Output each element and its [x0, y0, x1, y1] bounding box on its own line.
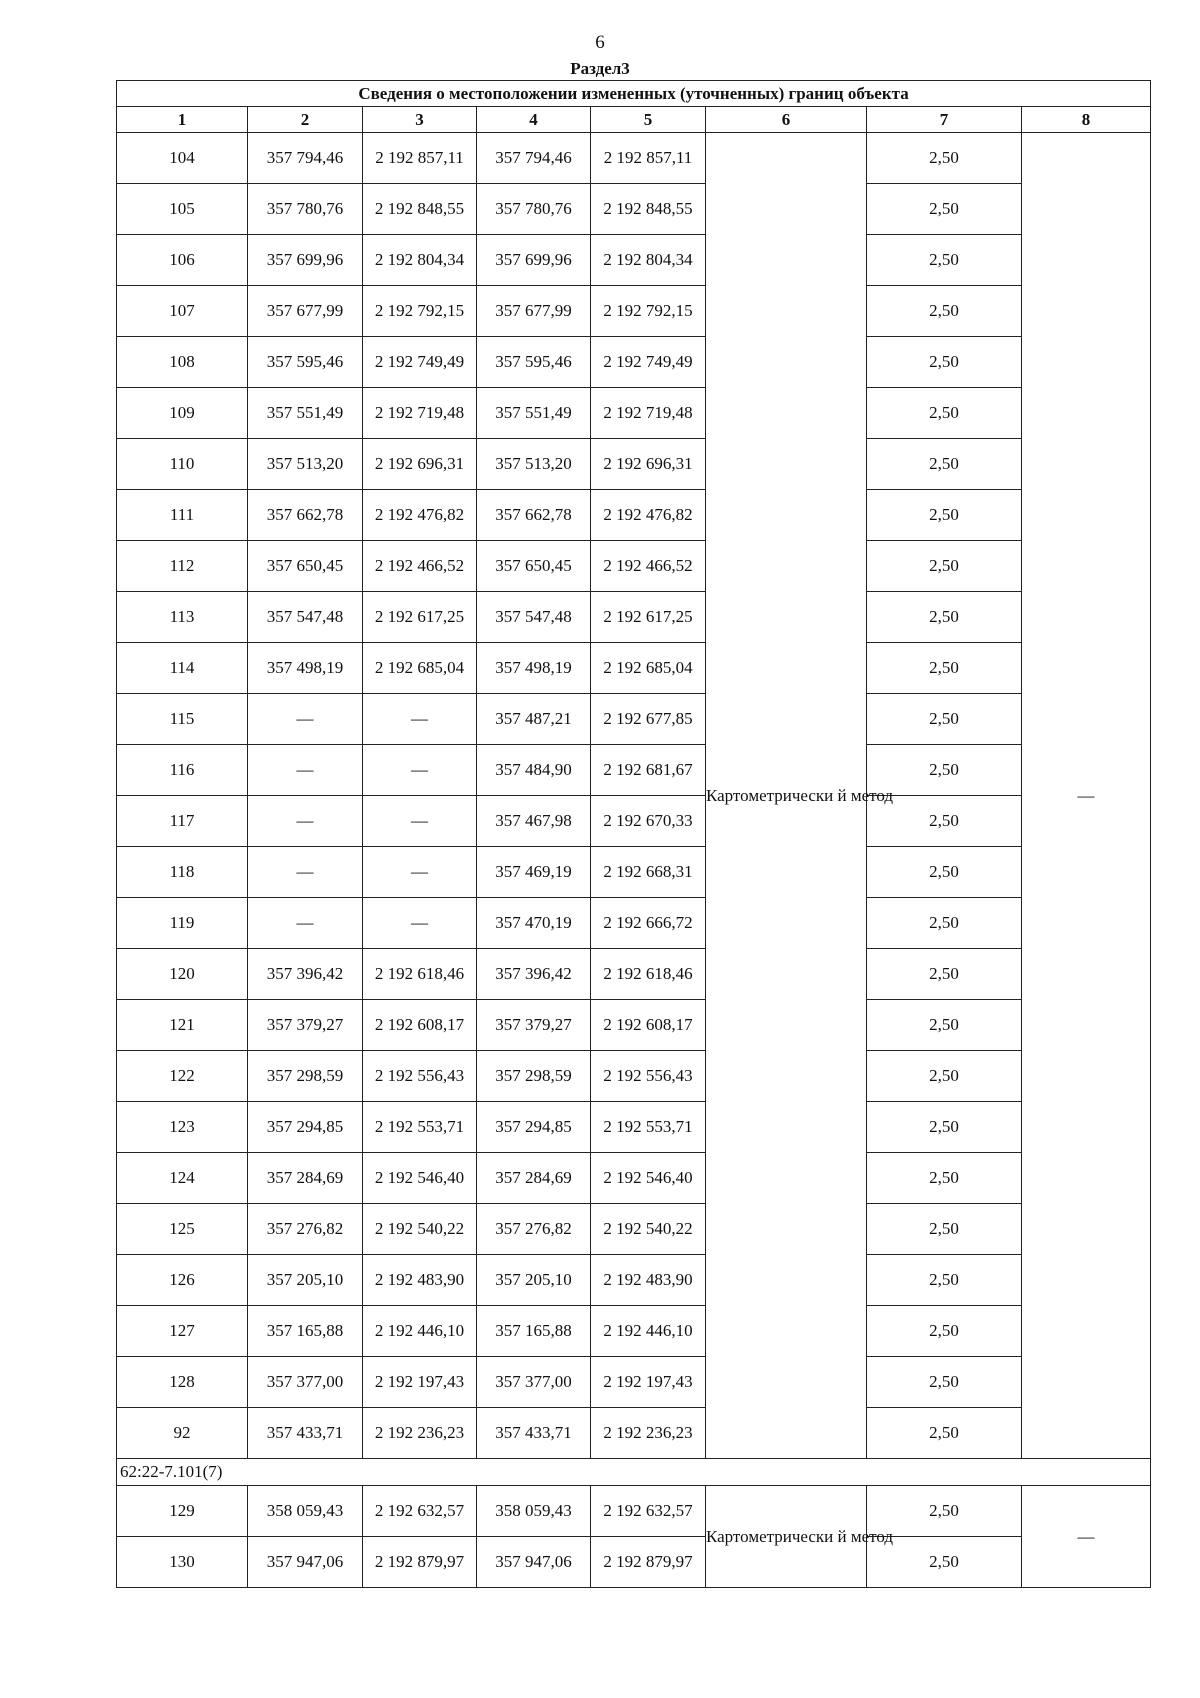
- table-row: [117, 1102, 1151, 1153]
- table-row: [117, 949, 1151, 1000]
- coordinate-cell: —: [248, 745, 363, 796]
- coordinate-cell: 2 192 540,22: [591, 1204, 706, 1255]
- table-row: [117, 745, 1151, 796]
- coordinate-cell: 357 433,71: [248, 1408, 363, 1459]
- coordinate-cell: 2 192 804,34: [591, 235, 706, 286]
- coordinate-cell: 357 205,10: [477, 1255, 591, 1306]
- accuracy-cell: 2,50: [867, 337, 1022, 388]
- group-label: 62:22-7.101(7): [117, 1459, 1151, 1486]
- coordinate-cell: 2 192 483,90: [363, 1255, 477, 1306]
- coordinate-cell: 357 794,46: [477, 133, 591, 184]
- coordinate-cell: 2 192 236,23: [363, 1408, 477, 1459]
- coordinate-cell: 2 192 857,11: [363, 133, 477, 184]
- coordinate-cell: 357 498,19: [248, 643, 363, 694]
- table-caption: Сведения о местоположении измененных (уточненных) границ объекта: [117, 81, 1151, 107]
- coordinate-cell: 2 192 668,31: [591, 847, 706, 898]
- coordinate-cell: 357 467,98: [477, 796, 591, 847]
- point-number-cell: 92: [117, 1408, 248, 1459]
- point-number-cell: 110: [117, 439, 248, 490]
- point-number-cell: 129: [117, 1486, 248, 1537]
- table-row: [117, 541, 1151, 592]
- accuracy-cell: 2,50: [867, 898, 1022, 949]
- table-row: [117, 643, 1151, 694]
- coordinate-cell: 2 192 618,46: [591, 949, 706, 1000]
- coordinate-cell: 357 780,76: [248, 184, 363, 235]
- accuracy-cell: 2,50: [867, 133, 1022, 184]
- point-number-cell: 115: [117, 694, 248, 745]
- coordinate-cell: 357 165,88: [477, 1306, 591, 1357]
- coordinate-cell: 2 192 719,48: [363, 388, 477, 439]
- coordinate-cell: 357 294,85: [248, 1102, 363, 1153]
- coordinate-cell: 2 192 632,57: [591, 1486, 706, 1537]
- coordinate-cell: 2 192 719,48: [591, 388, 706, 439]
- coordinate-cell: 357 377,00: [477, 1357, 591, 1408]
- coordinate-cell: 357 298,59: [477, 1051, 591, 1102]
- coordinate-cell: 2 192 556,43: [363, 1051, 477, 1102]
- coordinate-cell: 357 947,06: [477, 1537, 591, 1588]
- column-number-header: 5: [591, 107, 706, 133]
- coordinate-cell: 2 192 617,25: [363, 592, 477, 643]
- point-number-cell: 107: [117, 286, 248, 337]
- coordinate-cell: 357 699,96: [248, 235, 363, 286]
- table-row: [117, 1357, 1151, 1408]
- column-number-header: 2: [248, 107, 363, 133]
- coordinate-cell: 357 547,48: [477, 592, 591, 643]
- table-row: [117, 490, 1151, 541]
- coordinate-cell: 357 284,69: [477, 1153, 591, 1204]
- point-number-cell: 104: [117, 133, 248, 184]
- accuracy-cell: 2,50: [867, 286, 1022, 337]
- coordinate-cell: 357 947,06: [248, 1537, 363, 1588]
- coordinate-cell: 2 192 546,40: [591, 1153, 706, 1204]
- table-row: [117, 1537, 1151, 1588]
- table-row: [117, 1306, 1151, 1357]
- point-number-cell: 109: [117, 388, 248, 439]
- group-label-row: [117, 1459, 1151, 1486]
- column-number-header: 8: [1022, 107, 1151, 133]
- coordinate-cell: 357 470,19: [477, 898, 591, 949]
- coordinate-cell: 2 192 804,34: [363, 235, 477, 286]
- point-number-cell: 124: [117, 1153, 248, 1204]
- point-number-cell: 121: [117, 1000, 248, 1051]
- column-number-header: 3: [363, 107, 477, 133]
- accuracy-cell: 2,50: [867, 1255, 1022, 1306]
- accuracy-cell: 2,50: [867, 1102, 1022, 1153]
- accuracy-cell: 2,50: [867, 949, 1022, 1000]
- coordinate-cell: 357 298,59: [248, 1051, 363, 1102]
- table-row: [117, 592, 1151, 643]
- accuracy-cell: 2,50: [867, 541, 1022, 592]
- coordinate-cell: 2 192 618,46: [363, 949, 477, 1000]
- coordinate-cell: 2 192 879,97: [363, 1537, 477, 1588]
- coordinate-cell: 2 192 540,22: [363, 1204, 477, 1255]
- coordinate-cell: —: [363, 847, 477, 898]
- coordinate-cell: 357 513,20: [477, 439, 591, 490]
- accuracy-cell: 2,50: [867, 1000, 1022, 1051]
- coordinate-cell: —: [363, 796, 477, 847]
- coordinate-cell: —: [248, 847, 363, 898]
- accuracy-cell: 2,50: [867, 235, 1022, 286]
- accuracy-cell: 2,50: [867, 1204, 1022, 1255]
- accuracy-cell: 2,50: [867, 388, 1022, 439]
- point-number-cell: 105: [117, 184, 248, 235]
- point-number-cell: 128: [117, 1357, 248, 1408]
- coordinate-cell: 2 192 197,43: [363, 1357, 477, 1408]
- column-number-header: 4: [477, 107, 591, 133]
- coordinate-cell: 2 192 848,55: [591, 184, 706, 235]
- table-row: [117, 286, 1151, 337]
- coordinate-cell: 357 794,46: [248, 133, 363, 184]
- accuracy-cell: 2,50: [867, 643, 1022, 694]
- accuracy-cell: 2,50: [867, 1051, 1022, 1102]
- table-row: [117, 1204, 1151, 1255]
- table-row: [117, 184, 1151, 235]
- coordinate-cell: 2 192 696,31: [591, 439, 706, 490]
- coordinate-cell: 357 780,76: [477, 184, 591, 235]
- point-number-cell: 119: [117, 898, 248, 949]
- method-cell: Картометрически й метод: [706, 133, 867, 1459]
- table-row: [117, 1051, 1151, 1102]
- coordinate-cell: 357 379,27: [477, 1000, 591, 1051]
- coordinate-cell: 2 192 553,71: [363, 1102, 477, 1153]
- coordinate-cell: 2 192 749,49: [591, 337, 706, 388]
- column-number-header: 7: [867, 107, 1022, 133]
- accuracy-cell: 2,50: [867, 1408, 1022, 1459]
- point-number-cell: 117: [117, 796, 248, 847]
- coordinate-cell: 2 192 483,90: [591, 1255, 706, 1306]
- coordinate-cell: 2 192 670,33: [591, 796, 706, 847]
- accuracy-cell: 2,50: [867, 592, 1022, 643]
- accuracy-cell: 2,50: [867, 796, 1022, 847]
- column-number-header: 6: [706, 107, 867, 133]
- coordinate-cell: 357 205,10: [248, 1255, 363, 1306]
- coordinate-cell: —: [363, 694, 477, 745]
- point-number-cell: 106: [117, 235, 248, 286]
- description-cell: —: [1022, 133, 1151, 1459]
- table-row: [117, 1255, 1151, 1306]
- coordinate-cell: 2 192 236,23: [591, 1408, 706, 1459]
- accuracy-cell: 2,50: [867, 745, 1022, 796]
- accuracy-cell: 2,50: [867, 1357, 1022, 1408]
- coordinate-cell: 2 192 476,82: [363, 490, 477, 541]
- coordinate-cell: 2 192 792,15: [591, 286, 706, 337]
- table-row: [117, 847, 1151, 898]
- coordinate-cell: 357 165,88: [248, 1306, 363, 1357]
- coordinate-cell: 357 276,82: [477, 1204, 591, 1255]
- coordinate-cell: —: [248, 694, 363, 745]
- point-number-cell: 116: [117, 745, 248, 796]
- coordinate-cell: 2 192 879,97: [591, 1537, 706, 1588]
- point-number-cell: 125: [117, 1204, 248, 1255]
- table-row: [117, 1153, 1151, 1204]
- coordinate-cell: 2 192 666,72: [591, 898, 706, 949]
- accuracy-cell: 2,50: [867, 490, 1022, 541]
- point-number-cell: 127: [117, 1306, 248, 1357]
- coordinate-cell: 2 192 632,57: [363, 1486, 477, 1537]
- coordinate-cell: 2 192 553,71: [591, 1102, 706, 1153]
- point-number-cell: 122: [117, 1051, 248, 1102]
- coordinate-cell: 357 699,96: [477, 235, 591, 286]
- coordinate-cell: 2 192 617,25: [591, 592, 706, 643]
- coordinate-cell: 2 192 556,43: [591, 1051, 706, 1102]
- coordinate-cell: 2 192 749,49: [363, 337, 477, 388]
- accuracy-cell: 2,50: [867, 1306, 1022, 1357]
- table-row: [117, 388, 1151, 439]
- coordinate-cell: 2 192 476,82: [591, 490, 706, 541]
- coordinate-cell: 2 192 685,04: [363, 643, 477, 694]
- table-row: [117, 1000, 1151, 1051]
- coordinate-cell: 2 192 608,17: [363, 1000, 477, 1051]
- coordinate-cell: 357 469,19: [477, 847, 591, 898]
- page-number: 6: [595, 32, 605, 53]
- coordinate-cell: 2 192 446,10: [591, 1306, 706, 1357]
- coordinate-cell: 357 284,69: [248, 1153, 363, 1204]
- coordinate-cell: —: [248, 796, 363, 847]
- accuracy-cell: 2,50: [867, 847, 1022, 898]
- coordinate-cell: 357 513,20: [248, 439, 363, 490]
- coordinate-cell: 357 433,71: [477, 1408, 591, 1459]
- coordinate-cell: 2 192 466,52: [591, 541, 706, 592]
- point-number-cell: 108: [117, 337, 248, 388]
- coordinate-cell: 2 192 685,04: [591, 643, 706, 694]
- coordinate-cell: 2 192 696,31: [363, 439, 477, 490]
- coordinate-cell: 2 192 857,11: [591, 133, 706, 184]
- point-number-cell: 123: [117, 1102, 248, 1153]
- accuracy-cell: 2,50: [867, 1153, 1022, 1204]
- coordinate-cell: 357 484,90: [477, 745, 591, 796]
- table-row: [117, 337, 1151, 388]
- coordinate-cell: 2 192 608,17: [591, 1000, 706, 1051]
- accuracy-cell: 2,50: [867, 694, 1022, 745]
- coordinate-cell: 357 595,46: [248, 337, 363, 388]
- coordinate-cell: 357 650,45: [248, 541, 363, 592]
- coordinate-cell: 357 379,27: [248, 1000, 363, 1051]
- coordinate-cell: 357 677,99: [248, 286, 363, 337]
- coordinate-cell: 357 662,78: [248, 490, 363, 541]
- coordinate-cell: 2 192 677,85: [591, 694, 706, 745]
- point-number-cell: 114: [117, 643, 248, 694]
- column-number-header: 1: [117, 107, 248, 133]
- coordinate-cell: 2 192 848,55: [363, 184, 477, 235]
- table-row: [117, 796, 1151, 847]
- coordinate-cell: 2 192 197,43: [591, 1357, 706, 1408]
- point-number-cell: 113: [117, 592, 248, 643]
- point-number-cell: 126: [117, 1255, 248, 1306]
- point-number-cell: 112: [117, 541, 248, 592]
- coordinate-cell: 357 377,00: [248, 1357, 363, 1408]
- boundary-coordinates-table: [116, 80, 1151, 1588]
- point-number-cell: 111: [117, 490, 248, 541]
- section-title: Раздел3: [570, 59, 630, 78]
- coordinate-cell: 358 059,43: [248, 1486, 363, 1537]
- coordinate-cell: 357 547,48: [248, 592, 363, 643]
- point-number-cell: 130: [117, 1537, 248, 1588]
- coordinate-cell: 357 677,99: [477, 286, 591, 337]
- coordinate-cell: 357 396,42: [477, 949, 591, 1000]
- coordinate-cell: 2 192 681,67: [591, 745, 706, 796]
- coordinate-cell: —: [248, 898, 363, 949]
- coordinate-cell: 357 551,49: [248, 388, 363, 439]
- coordinate-cell: —: [363, 898, 477, 949]
- coordinate-cell: 357 294,85: [477, 1102, 591, 1153]
- coordinate-cell: 357 276,82: [248, 1204, 363, 1255]
- coordinate-cell: 2 192 446,10: [363, 1306, 477, 1357]
- coordinate-cell: 2 192 792,15: [363, 286, 477, 337]
- coordinate-cell: 357 487,21: [477, 694, 591, 745]
- table-row: [117, 439, 1151, 490]
- table-row: [117, 235, 1151, 286]
- coordinate-cell: 357 595,46: [477, 337, 591, 388]
- accuracy-cell: 2,50: [867, 439, 1022, 490]
- coordinate-cell: 357 498,19: [477, 643, 591, 694]
- point-number-cell: 120: [117, 949, 248, 1000]
- coordinate-cell: —: [363, 745, 477, 796]
- point-number-cell: 118: [117, 847, 248, 898]
- coordinate-cell: 357 662,78: [477, 490, 591, 541]
- table-row: [117, 1408, 1151, 1459]
- table-row: [117, 898, 1151, 949]
- coordinate-cell: 357 650,45: [477, 541, 591, 592]
- table-row: [117, 1486, 1151, 1537]
- table-body: [117, 133, 1151, 1588]
- coordinate-cell: 2 192 546,40: [363, 1153, 477, 1204]
- table-row: [117, 694, 1151, 745]
- accuracy-cell: 2,50: [867, 184, 1022, 235]
- accuracy-cell: 2,50: [867, 1486, 1022, 1537]
- table-row: [117, 133, 1151, 184]
- method-cell: Картометрически й метод: [706, 1486, 867, 1588]
- coordinate-cell: 357 396,42: [248, 949, 363, 1000]
- accuracy-cell: 2,50: [867, 1537, 1022, 1588]
- coordinate-cell: 358 059,43: [477, 1486, 591, 1537]
- coordinate-cell: 357 551,49: [477, 388, 591, 439]
- description-cell: —: [1022, 1486, 1151, 1588]
- coordinate-cell: 2 192 466,52: [363, 541, 477, 592]
